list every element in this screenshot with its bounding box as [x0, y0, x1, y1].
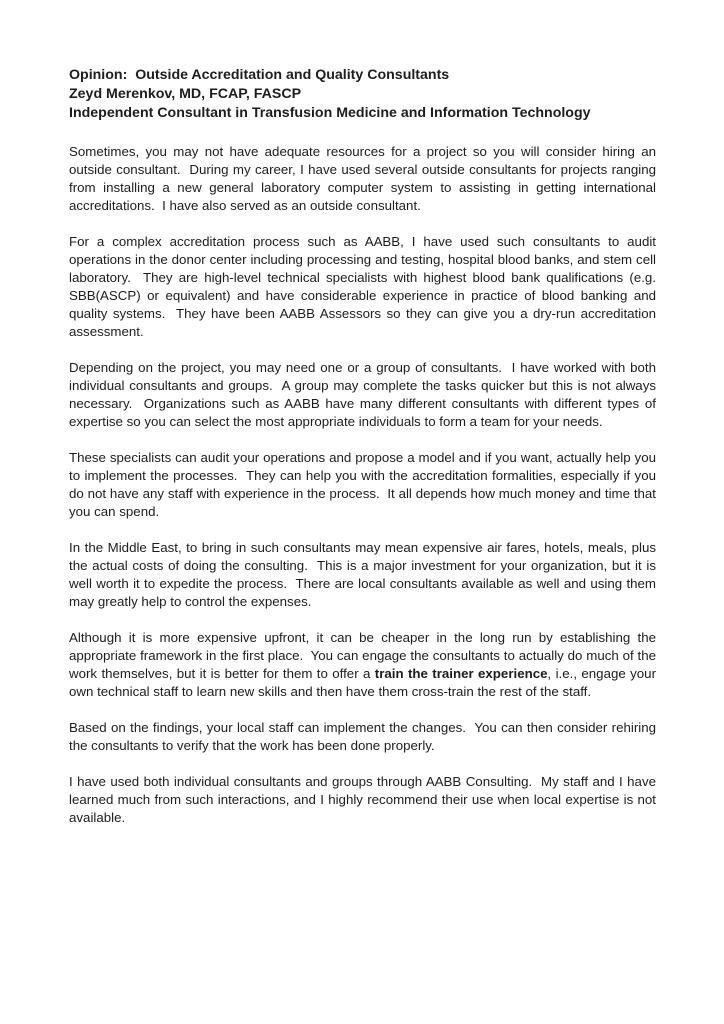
text-segment: I have used both individual consultants and groups through AABB Consulting. My staff and I have learned much from such interactions, and I highly recommend their use when local expertise is not available. — [69, 774, 656, 825]
text-segment: Based on the findings, your local staff can implement the changes. You can then consider rehiring the consultants to verify that the work has been done properly. — [69, 720, 656, 753]
paragraph — [69, 773, 656, 827]
document-header — [69, 66, 656, 123]
document-title: Opinion: Outside Accreditation and Quality Consultants — [69, 67, 450, 83]
text-segment: Depending on the project, you may need one or a group of consultants. I have worked with both individual consultants and groups. A group may complete the tasks quicker but this is not always necessary. Organizations such as AABB have many different consultants with different types of expertise so you can select the most appropriate individuals to form a team for your needs. — [69, 360, 656, 429]
document-body — [69, 143, 656, 827]
paragraph — [69, 359, 656, 431]
text-segment: Sometimes, you may not have adequate resources for a project so you will consider hiring an outside consultant. During my career, I have used several outside consultants for projects ranging from installing a new general laboratory computer system to assisting in getting international accreditations. I have also served as an outside consultant. — [69, 144, 656, 213]
text-segment: , i.e., engage your own technical staff to learn new skills and then have them cross-train the rest of the staff. — [69, 666, 656, 699]
text-segment: For a complex accreditation process such as AABB, I have used such consultants to audit operations in the donor center including processing and testing, hospital blood banks, and stem cell laboratory. They are high-level technical specialists with highest blood bank qualifications (e.g. SBB(ASCP) or equivalent) and have considerable experience in practice of blood banking and quality systems. They have been AABB Assessors so they can give you a dry-run accreditation assessment. — [69, 234, 656, 339]
author-role-line: Independent Consultant in Transfusion Medicine and Information Technology — [69, 105, 591, 121]
paragraph — [69, 539, 656, 611]
text-segment: In the Middle East, to bring in such consultants may mean expensive air fares, hotels, meals, plus the actual costs of doing the consulting. This is a major investment for your organization, but it is well worth it to expedite the process. There are local consultants available as well and using them may greatly help to control the expenses. — [69, 540, 656, 609]
paragraph — [69, 449, 656, 521]
paragraph — [69, 629, 656, 701]
paragraph — [69, 143, 656, 215]
text-segment: These specialists can audit your operations and propose a model and if you want, actually help you to implement the processes. They can help you with the accreditation formalities, especially if you do not have any staff with experience in the process. It all depends how much money and time that you can spend. — [69, 450, 656, 519]
paragraph — [69, 233, 656, 341]
bold-text-segment: train the trainer experience — [374, 666, 548, 681]
author-line: Zeyd Merenkov, MD, FCAP, FASCP — [69, 86, 302, 102]
document-content — [69, 66, 656, 845]
paragraph — [69, 719, 656, 755]
text-segment: Although it is more expensive upfront, it can be cheaper in the long run by establishing the appropriate framework in the first place. You can engage the consultants to actually do much of the work themselves, but it is better for them to offer a — [69, 630, 656, 681]
